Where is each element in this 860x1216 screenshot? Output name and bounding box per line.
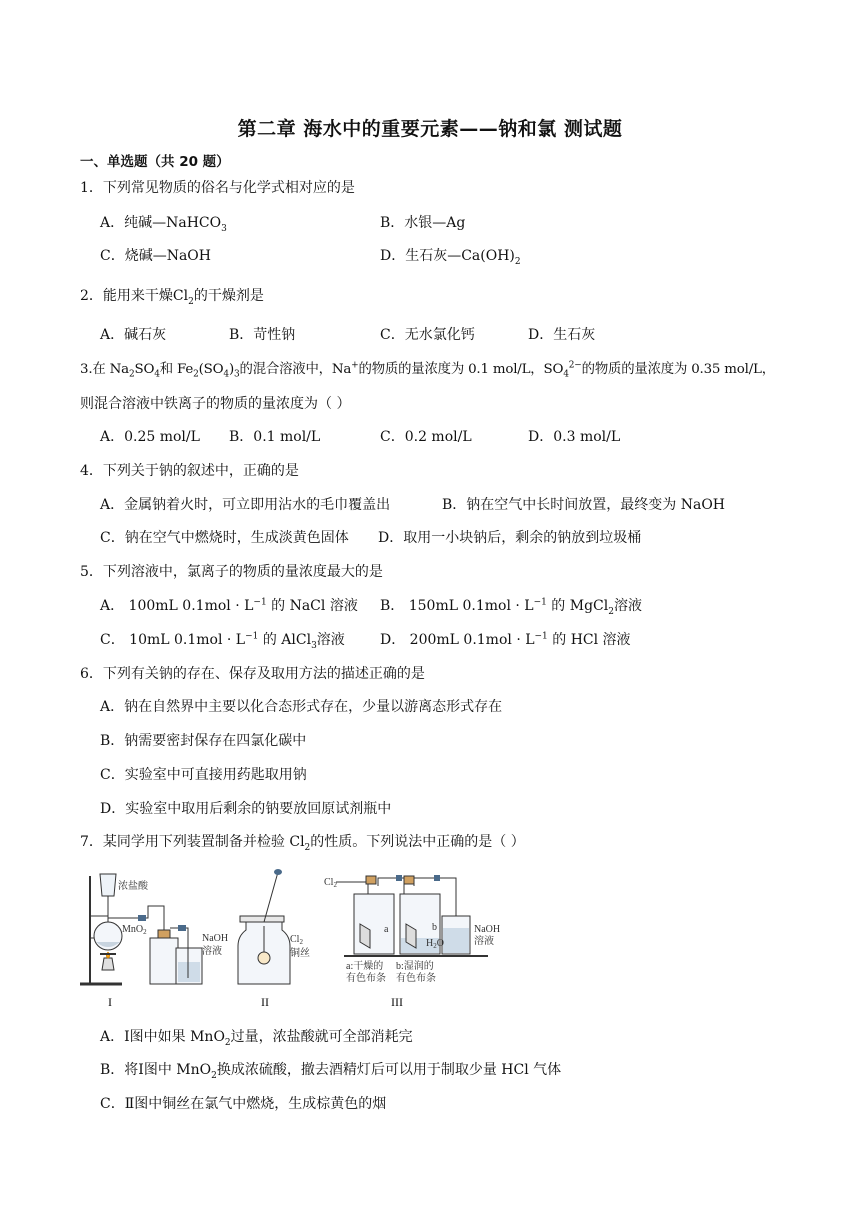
- svg-text:b: b: [432, 922, 437, 933]
- svg-text:a: a: [384, 924, 389, 935]
- q5-option-a: A． 100mL $0.1mol \cdot L^{-1}$ 的 NaCl 溶液: [100, 597, 358, 614]
- q3-option-d: D．0.3 mol/L: [528, 429, 621, 445]
- q6-option-a: A．钠在自然界中主要以化合态形式存在，少量以游离态形式存在: [100, 699, 503, 715]
- svg-text:溶液: 溶液: [202, 946, 222, 957]
- svg-text:铜丝: 铜丝: [290, 948, 310, 959]
- q6-option-d: D．实验室中取用后剩余的钠要放回原试剂瓶中: [100, 801, 392, 817]
- q2-option-d: D．生石灰: [528, 327, 596, 343]
- question-5-stem: 5．下列溶液中，氯离子的物质的量浓度最大的是: [80, 564, 383, 580]
- q2-option-a: A．碱石灰: [100, 327, 167, 343]
- q5-option-c: C． 10mL $0.1mol \cdot L^{-1}$ 的 AlCl$_3$溶液: [100, 631, 345, 651]
- svg-text:b:湿润的: b:湿润的: [396, 961, 434, 972]
- svg-text:Cl2: $Cl_2$: [290, 934, 303, 946]
- svg-text:有色布条: 有色布条: [346, 973, 386, 984]
- q1-option-d: D．生石灰$—Ca(OH)_2$: [380, 248, 521, 267]
- svg-text:NaOH: NaOH: [474, 924, 501, 935]
- question-2-stem: 2．能用来干燥$Cl_2$的干燥剂是: [80, 288, 264, 307]
- q3-option-b: B．0.1 mol/L: [229, 429, 321, 445]
- q4-option-a: A．金属钠着火时，可立即用沾水的毛巾覆盖出: [100, 497, 391, 513]
- question-1-stem: 1．下列常见物质的俗名与化学式相对应的是: [80, 180, 355, 196]
- q7-option-a: A．Ⅰ图中如果 MnO$_2$过量，浓盐酸就可全部消耗完: [100, 1029, 413, 1048]
- page-title: 第二章 海水中的重要元素——钠和氯 测试题: [237, 118, 623, 140]
- svg-text:MnO2: MnO$_2$: [122, 924, 147, 936]
- q4-option-c: C．钠在空气中燃烧时，生成淡黄色固体: [100, 530, 349, 546]
- question-4-stem: 4．下列关于钠的叙述中，正确的是: [80, 463, 299, 479]
- section-heading: 一、单选题（共 20 题）: [80, 154, 230, 170]
- svg-text:II: II: [261, 995, 269, 1009]
- question-3-stem-line1: 3.在 $Na_2SO_4$和 $Fe_2(SO_4)_3$的混合溶液中，Na+的物质的量浓度为 0.1 mol/L，$SO_4^{2-}$的物质的量浓度为 0.35 mol/L，: [80, 360, 775, 380]
- q1-option-b: B．水银—Ag: [380, 215, 466, 231]
- svg-text:I: I: [108, 995, 112, 1009]
- q6-option-c: C．实验室中可直接用药匙取用钠: [100, 767, 307, 783]
- question-3-stem-line2: 则混合溶液中铁离子的物质的量浓度为（ ）: [80, 396, 351, 412]
- apparatus-3: [336, 875, 488, 956]
- q4-option-d: D．取用一小块钠后，剩余的钠放到垃圾桶: [378, 530, 642, 546]
- svg-text:H2O: $H_2O$: [426, 938, 444, 950]
- q3-option-a: A．0.25 mol/L: [100, 429, 200, 445]
- q5-option-b: B． 150mL $0.1mol \cdot L^{-1}$ 的 MgCl$_2$溶液: [380, 597, 642, 617]
- svg-text:溶液: 溶液: [474, 936, 494, 947]
- q6-option-b: B．钠需要密封保存在四氯化碳中: [100, 733, 307, 749]
- q2-option-b: B．苛性钠: [229, 327, 296, 343]
- q4-option-b: B．钠在空气中长时间放置，最终变为 NaOH: [442, 497, 726, 513]
- apparatus-2: [238, 869, 290, 984]
- q7-option-b: B．将Ⅰ图中 MnO$_2$换成浓硫酸，撤去酒精灯后可以用于制取少量 HCl 气体: [100, 1062, 562, 1081]
- q2-option-c: C．无水氯化钙: [380, 327, 475, 343]
- q3-option-c: C．0.2 mol/L: [380, 429, 472, 445]
- svg-text:III: III: [391, 995, 403, 1009]
- question-7-stem: 7．某同学用下列装置制备并检验 $Cl_2$的性质。下列说法中正确的是（ ）: [80, 834, 525, 853]
- q1-option-c: C．烧碱—NaOH: [100, 248, 211, 264]
- question-6-stem: 6．下列有关钠的存在、保存及取用方法的描述正确的是: [80, 666, 425, 682]
- q7-option-c: C．Ⅱ图中铜丝在氯气中燃烧，生成棕黄色的烟: [100, 1096, 387, 1112]
- svg-text:有色布条: 有色布条: [396, 973, 436, 984]
- q1-option-a: A．纯碱—NaHCO$_3$: [100, 215, 227, 234]
- svg-text:浓盐酸: 浓盐酸: [118, 881, 148, 892]
- svg-text:NaOH: NaOH: [202, 933, 229, 944]
- q5-option-d: D． 200mL $0.1mol \cdot L^{-1}$ 的 HCl 溶液: [380, 631, 631, 648]
- svg-text:a:干燥的: a:干燥的: [346, 961, 384, 972]
- svg-text:Cl2: $Cl_2$: [324, 877, 337, 889]
- apparatus-figure: [78, 866, 528, 1014]
